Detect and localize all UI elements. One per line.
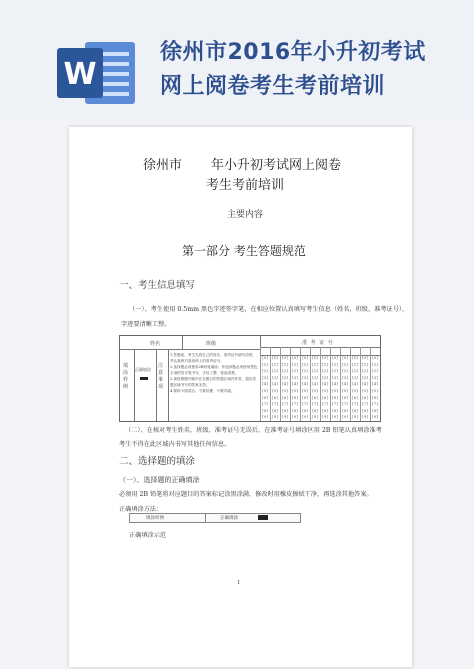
header-banner [0,0,474,120]
digit-bubble: [3] [282,374,288,380]
correct-example-label: 正确填涂示范 [129,532,167,539]
digit-bubble: [8] [332,407,338,413]
part1-heading: 第一部分 考生答题规范 [182,244,306,258]
digit-bubble: [0] [312,355,318,360]
digit-bubble: [0] [342,355,348,360]
digit-bubble: [5] [312,388,318,393]
digit-bubble: [6] [312,394,318,400]
correct-method-label: 正确填涂方法： [119,506,163,513]
digit-bubble: [4] [332,381,338,387]
digit-bubble: [7] [282,401,288,407]
digit-bubble: [1] [312,361,318,367]
sec1-heading: 一、考生信息填写 [119,280,196,291]
digit-bubble: [6] [272,394,278,400]
digit-bubble: [6] [282,394,288,400]
digit-bubble: [8] [302,407,308,413]
digit-bubble: [2] [352,368,358,374]
digit-bubble: [9] [312,414,318,420]
digit-bubble: [3] [262,374,268,380]
filled-mark [258,515,268,520]
digit-bubble: [7] [292,401,298,407]
digit-bubble: [1] [302,361,308,367]
digit-bubble: [0] [272,355,278,360]
word-icon [55,38,139,108]
digit-bubble: [9] [322,414,328,420]
digit-bubble: [1] [362,361,368,367]
digit-bubble: [9] [372,414,378,420]
digit-bubble: [5] [332,388,338,393]
digit-bubble: [5] [372,388,378,393]
sample-column [120,349,135,421]
digit-bubble: [5] [292,388,298,393]
digit-bubble: [8] [362,407,368,413]
sec1-text-line2: 字迹要清晰工整。 [121,321,171,328]
bar-left-label: 填涂样例 [146,516,164,521]
notes-text [170,352,258,394]
digit-bubble: [7] [302,401,308,407]
digit-bubble: [8] [282,407,288,413]
sec2-heading: 二、选择题的填涂 [119,456,196,467]
digit-bubble: [0] [282,355,288,360]
bar-right-label: 正确填涂 [220,516,238,521]
digit-bubble: [0] [292,355,298,360]
digit-bubble: [4] [272,381,278,387]
digit-bubble: [9] [272,414,278,420]
digit-bubble: [5] [282,388,288,393]
digit-bubble: [5] [302,388,308,393]
digit-bubble: [8] [312,407,318,413]
admission-digit-grid [260,355,380,421]
digit-bubble: [1] [322,361,328,367]
digit-bubble: [9] [342,414,348,420]
page-title-line2: 网上阅卷考生考前培训 [160,74,386,99]
fill-example-bar [129,513,301,523]
note-item: 2.选择题必须使用2B铅笔填涂；非选择题必须使用黑色字迹的签字笔书写，字体工整、笔迹清楚。 [170,365,258,375]
doc-title-part2: 年小升初考试网上阅卷 [211,158,342,173]
digit-bubble: [2] [302,368,308,374]
digit-bubble: [2] [322,368,328,374]
digit-bubble: [2] [292,368,298,374]
digit-bubble: [7] [322,401,328,407]
digit-bubble: [4] [292,381,298,387]
digit-bubble: [3] [322,374,328,380]
sample-label: 填涂样例 [123,363,129,390]
digit-bubble: [1] [372,361,378,367]
digit-bubble: [6] [352,394,358,400]
digit-bubble: [6] [262,394,268,400]
page-title-line1: 徐州市2016年小升初考试 [160,40,426,65]
note-item: 3.请按照题号顺序在各题目的答题区域内作答，超出答题区域书写的答案无效。 [170,377,257,387]
digit-bubble: [0] [332,355,338,360]
digit-bubble: [5] [262,388,268,393]
digit-bubble: [2] [342,368,348,374]
doc-title-line2: 考生考前培训 [206,178,285,193]
correct-fill-column [134,349,157,421]
digit-bubble: [6] [372,394,378,400]
digit-bubble: [2] [272,368,278,374]
digit-bubble: [1] [352,361,358,367]
digit-bubble: [3] [352,374,358,380]
digit-bubble: [1] [272,361,278,367]
digit-bubble: [6] [332,394,338,400]
digit-bubble: [2] [262,368,268,374]
main-content-label: 主要内容 [227,210,264,220]
digit-bubble: [7] [362,401,368,407]
digit-bubble: [9] [282,414,288,420]
digit-bubble: [4] [262,381,268,387]
digit-bubble: [4] [352,381,358,387]
digit-bubble: [2] [332,368,338,374]
digit-bubble: [4] [302,381,308,387]
word-icon-letter: W [63,57,97,92]
digit-bubble: [0] [262,355,268,360]
digit-bubble: [8] [262,407,268,413]
digit-bubble: [3] [272,374,278,380]
note-item: 1.答题前，考生先将自己的姓名、准考证号填写清楚，并认真核对条形码上的准考证号。 [170,353,257,363]
digit-bubble: [2] [362,368,368,374]
note-item: 4.保持卡面清洁，不要折叠、不要弄破。 [170,389,235,393]
answer-sheet-sample [119,335,381,422]
digit-bubble: [3] [342,374,348,380]
digit-bubble: [8] [322,407,328,413]
digit-bubble: [0] [322,355,328,360]
digit-bubble: [4] [322,381,328,387]
digit-bubble: [0] [362,355,368,360]
notes-column [156,349,169,421]
form-divider [182,336,183,349]
digit-bubble: [9] [362,414,368,420]
doc-title-part1: 徐州市 [143,158,183,173]
sec2-subheading: （一）、选择题的正确填涂 [119,476,200,484]
digit-bubble: [8] [372,407,378,413]
admission-number-label: 准 考 证 号 [302,340,334,346]
sec1-text2-line1: （二）、在核对考生姓名、班级、准考证号无误后，在准考证号填涂区用 2B 铅笔认真填涂准考 [125,427,382,434]
page-title [160,36,460,104]
digit-bubble: [7] [352,401,358,407]
digit-bubble: [0] [302,355,308,360]
digit-bubble: [5] [352,388,358,393]
digit-bubble: [4] [282,381,288,387]
sec1-text2-line2: 考生不得在此区域内书写其他任何信息。 [119,441,231,448]
digit-bubble: [7] [332,401,338,407]
digit-bubble: [7] [372,401,378,407]
digit-bubble: [1] [342,361,348,367]
sec1-text-line1: （一）、考生使用 0.5mm 黑色字迹签字笔，在相应位置认真填写考生信息（姓名，班级，准考证号）， [129,306,409,313]
digit-bubble: [9] [302,414,308,420]
digit-bubble: [7] [312,401,318,407]
digit-bubble: [4] [312,381,318,387]
digit-bubble: [9] [332,414,338,420]
correct-fill-label: 正确填涂 [135,367,151,372]
digit-bubble: [7] [342,401,348,407]
digit-bubble: [1] [262,361,268,367]
digit-bubble: [1] [282,361,288,367]
digit-bubble: [6] [292,394,298,400]
digit-bubble: [6] [362,394,368,400]
form-class-label: 班级 [206,341,217,347]
digit-bubble: [1] [332,361,338,367]
digit-bubble: [3] [362,374,368,380]
digit-bubble: [8] [352,407,358,413]
filled-mark [140,377,148,380]
digit-bubble: [7] [262,401,268,407]
digit-bubble: [6] [342,394,348,400]
digit-bubble: [3] [372,374,378,380]
digit-bubble: [2] [282,368,288,374]
digit-bubble: [3] [332,374,338,380]
digit-bubble: [6] [302,394,308,400]
digit-bubble: [5] [362,388,368,393]
digit-bubble: [7] [272,401,278,407]
digit-bubble: [1] [292,361,298,367]
digit-bubble: [8] [272,407,278,413]
digit-bubble: [5] [342,388,348,393]
form-name-label: 姓名 [150,341,161,347]
digit-bubble: [3] [302,374,308,380]
document-page [69,127,412,667]
digit-bubble: [9] [292,414,298,420]
digit-bubble: [8] [342,407,348,413]
sec2-text: 必须用 2B 铅笔将对应题目的答案标记涂黑涂满，修改时用橡皮擦拭干净，再选涂其他答案。 [119,491,373,498]
digit-bubble: [3] [292,374,298,380]
digit-bubble: [0] [352,355,358,360]
digit-bubble: [4] [362,381,368,387]
digit-bubble: [4] [372,381,378,387]
digit-bubble: [8] [292,407,298,413]
digit-bubble: [4] [342,381,348,387]
digit-bubble: [2] [312,368,318,374]
digit-bubble: [0] [372,355,378,360]
digit-bubble: [9] [262,414,268,420]
digit-bubble: [9] [352,414,358,420]
digit-bubble: [6] [322,394,328,400]
notes-label: 注意事项 [158,363,164,390]
digit-bubble: [2] [372,368,378,374]
bar-divider [205,514,206,522]
digit-bubble: [5] [322,388,328,393]
page-number: 1 [237,580,241,586]
digit-bubble: [3] [312,374,318,380]
digit-bubble: [5] [272,388,278,393]
